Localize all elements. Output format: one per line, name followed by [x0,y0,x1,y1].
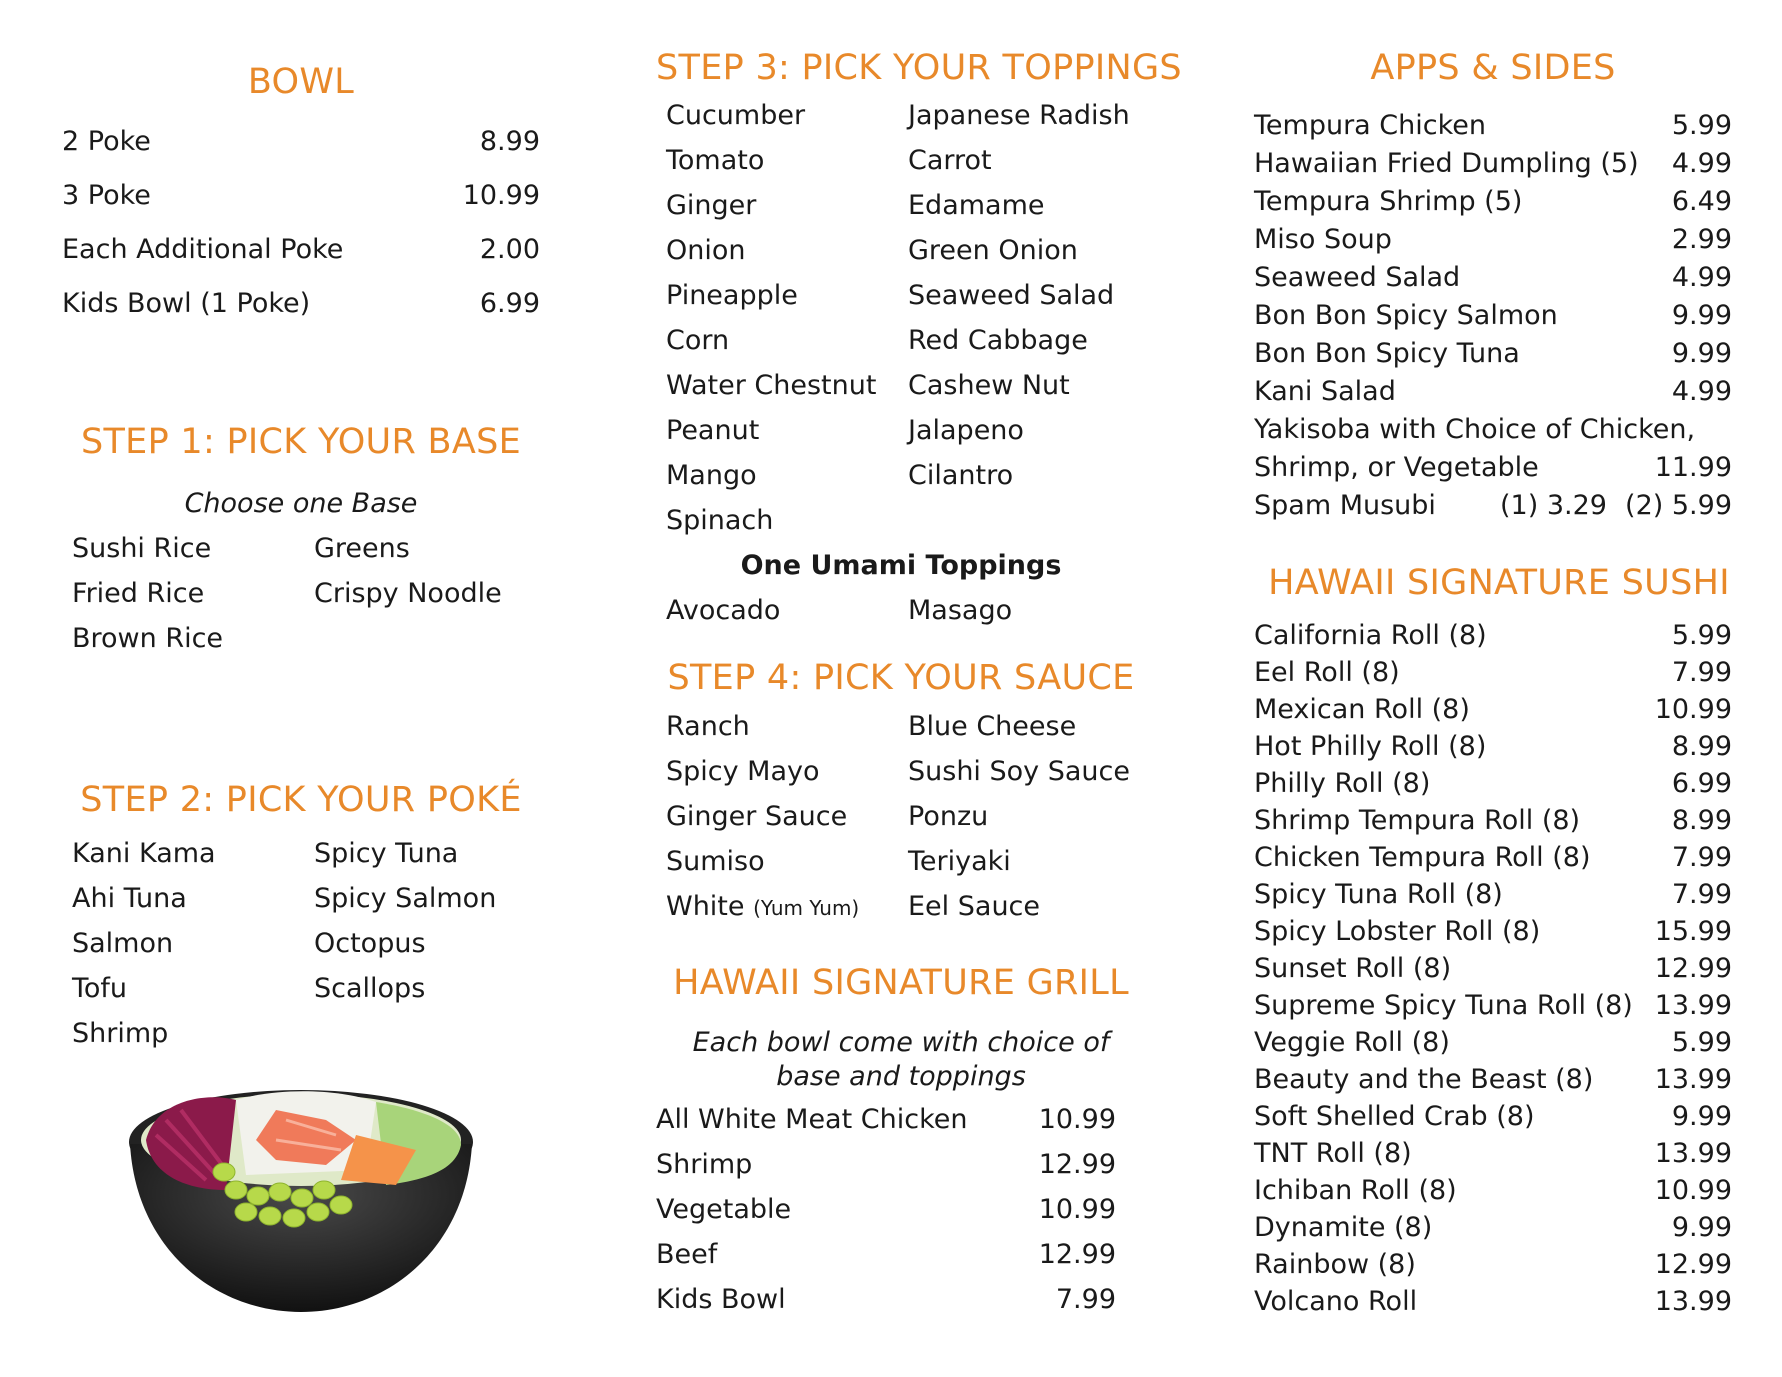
option: Spinach [666,505,774,536]
menu-item: 2 Poke 8.99 [62,126,540,157]
option: Cucumber [666,100,806,131]
menu-item: Hot Philly Roll (8) 8.99 [1254,731,1732,762]
option: Greens [314,533,410,564]
option: Scallops [314,973,426,1004]
menu-item-yakisoba-line2: Shrimp, or Vegetable 11.99 [1254,452,1732,483]
option: Blue Cheese [908,711,1077,742]
poke-bowl-image [126,1080,476,1320]
menu-item: Eel Roll (8) 7.99 [1254,657,1732,688]
option: Spicy Tuna [314,838,459,869]
option: Brown Rice [72,623,224,654]
option: Tofu [72,973,128,1004]
menu-item: Volcano Roll 13.99 [1254,1286,1732,1317]
menu-item: Tempura Shrimp (5) 6.49 [1254,186,1732,217]
menu-item: Sunset Roll (8) 12.99 [1254,953,1732,984]
menu-item: Miso Soup 2.99 [1254,224,1732,255]
menu-item: Spicy Lobster Roll (8) 15.99 [1254,916,1732,947]
menu-item: Beef 12.99 [656,1239,1116,1270]
menu-item: Kani Salad 4.99 [1254,376,1732,407]
menu-item: Shrimp Tempura Roll (8) 8.99 [1254,805,1732,836]
option: Carrot [908,145,992,176]
option: Onion [666,235,746,266]
option: Spicy Salmon [314,883,497,914]
option: Fried Rice [72,578,205,609]
menu-item: Chicken Tempura Roll (8) 7.99 [1254,842,1732,873]
grill-subtitle-line2: base and toppings [776,1061,1026,1092]
option: Masago [908,595,1013,626]
menu-item: Philly Roll (8) 6.99 [1254,768,1732,799]
menu-item: Bon Bon Spicy Tuna 9.99 [1254,338,1732,369]
menu-item: Hawaiian Fried Dumpling (5) 4.99 [1254,148,1732,179]
menu-item: Shrimp 12.99 [656,1149,1116,1180]
option: Sumiso [666,846,765,877]
step1-heading: STEP 1: PICK YOUR BASE [80,422,522,462]
option: Eel Sauce [908,891,1041,922]
option: Ginger [666,190,757,221]
menu-item: Beauty and the Beast (8) 13.99 [1254,1064,1732,1095]
option: Edamame [908,190,1045,221]
option: White (Yum Yum) [666,891,860,922]
step3-heading: STEP 3: PICK YOUR TOPPINGS [656,48,1182,88]
option: Corn [666,325,730,356]
menu-item: Kids Bowl (1 Poke) 6.99 [62,288,540,319]
option: Octopus [314,928,426,959]
step2-heading: STEP 2: PICK YOUR POKÉ [80,780,522,820]
option: Ginger Sauce [666,801,848,832]
grill-subtitle-line1: Each bowl come with choice of [692,1027,1110,1058]
sauce-note: (Yum Yum) [753,896,860,920]
option: Avocado [666,595,781,626]
umami-heading: One Umami Toppings [740,550,1062,581]
option: Tomato [666,145,765,176]
menu-item: Bon Bon Spicy Salmon 9.99 [1254,300,1732,331]
option: Japanese Radish [908,100,1130,131]
option: Cashew Nut [908,370,1070,401]
menu-item: Mexican Roll (8) 10.99 [1254,694,1732,725]
menu-item: Rainbow (8) 12.99 [1254,1249,1732,1280]
option: Ponzu [908,801,989,832]
step1-subtitle: Choose one Base [184,488,418,519]
option: Jalapeno [908,415,1024,446]
menu-item: Veggie Roll (8) 5.99 [1254,1027,1732,1058]
menu-item: Vegetable 10.99 [656,1194,1116,1225]
option: Water Chestnut [666,370,877,401]
sushi-heading: HAWAII SIGNATURE SUSHI [1268,563,1730,603]
menu-item: Each Additional Poke 2.00 [62,234,540,265]
option: Spicy Mayo [666,756,820,787]
menu-item: California Roll (8) 5.99 [1254,620,1732,651]
menu-item-yakisoba-line1: Yakisoba with Choice of Chicken, [1254,414,1696,445]
option: Teriyaki [908,846,1011,877]
option: Seaweed Salad [908,280,1115,311]
option: Pineapple [666,280,798,311]
option: Sushi Soy Sauce [908,756,1130,787]
menu-item: Seaweed Salad 4.99 [1254,262,1732,293]
menu-item-spam-musubi: Spam Musubi (1) 3.29 (2) 5.99 [1254,490,1732,521]
option: Salmon [72,928,174,959]
option: Crispy Noodle [314,578,502,609]
grill-heading: HAWAII SIGNATURE GRILL [673,963,1129,1003]
apps-heading: APPS & SIDES [1370,48,1616,88]
menu-item: Supreme Spicy Tuna Roll (8) 13.99 [1254,990,1732,1021]
menu-item: TNT Roll (8) 13.99 [1254,1138,1732,1169]
option: Shrimp [72,1018,169,1049]
option: Green Onion [908,235,1078,266]
menu-item: All White Meat Chicken 10.99 [656,1104,1116,1135]
menu-item: Spicy Tuna Roll (8) 7.99 [1254,879,1732,910]
option: Red Cabbage [908,325,1088,356]
menu-item: Tempura Chicken 5.99 [1254,110,1732,141]
option: Mango [666,460,757,491]
menu-item: Ichiban Roll (8) 10.99 [1254,1175,1732,1206]
option: Kani Kama [72,838,216,869]
option: Cilantro [908,460,1014,491]
menu-item: 3 Poke 10.99 [62,180,540,211]
menu-item: Dynamite (8) 9.99 [1254,1212,1732,1243]
option: Sushi Rice [72,533,212,564]
bowl-heading: BOWL [247,62,355,102]
option: Ahi Tuna [72,883,187,914]
option: Ranch [666,711,750,742]
menu-item: Kids Bowl 7.99 [656,1284,1116,1315]
step4-heading: STEP 4: PICK YOUR SAUCE [667,658,1135,698]
menu-item: Soft Shelled Crab (8) 9.99 [1254,1101,1732,1132]
option: Peanut [666,415,760,446]
